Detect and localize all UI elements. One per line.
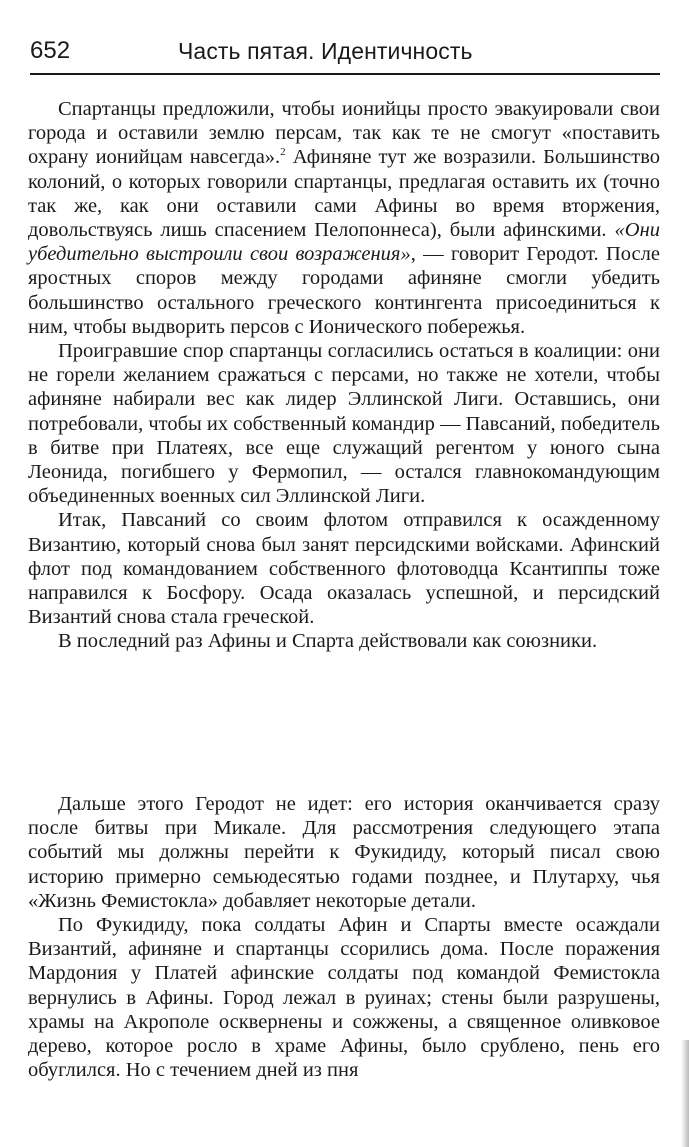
- header-rule: [30, 73, 660, 75]
- paragraph: Итак, Павсаний со своим флотом отправился к осажденному Византию, который снова был занят персидскими войсками. Афинский флот под командованием собственного флотоводца Ксантиппы тоже направился к Босфору. Осада оказалась успешной, и персидский Византий снова стала греческой.: [28, 509, 660, 629]
- paragraph-text: Спартанцы предложили, чтобы ионийцы просто эвакуировали свои города и оставили землю персам, так как те не смогут «поставить охрану ионийцам навсегда».: [28, 98, 660, 169]
- text-block-upper: [28, 97, 660, 654]
- paragraph: Дальше этого Геродот не идет: его история оканчивается сразу после битвы при Микале. Для рассмотрения следующего этапа событий мы должны перейти к Фукидиду, который писал свою историю примерно семьюдесятью годами позднее, и Плутарху, чья «Жизнь Фемистокла» добавляет некоторые детали.: [28, 793, 660, 912]
- paragraph: В последний раз Афины и Спарта действовали как союзники.: [58, 630, 598, 653]
- chapter-title: Часть пятая. Идентичность: [178, 38, 473, 64]
- paragraph: [28, 97, 660, 339]
- footnote-marker[interactable]: 2: [280, 146, 286, 159]
- italic-quote: «Они убедительно выстроили свои возражения»: [28, 219, 660, 266]
- paragraph: По Фукидиду, пока солдаты Афин и Спарты вместе осаждали Византий, афиняне и спартанцы ссорились дома. После поражения Мардония у Платей афинские солдаты под командой Фемистокла вернулись в Афины. Город лежал в руинах; стены были разрушены, храмы на Акрополе осквернены и сожжены, а священное оливковое дерево, которое росло в храме Афины, было срублено, пень его обуглился. Но с течением дней из пня: [28, 914, 660, 1082]
- paragraph: Проигравшие спор спартанцы согласились остаться в коалиции: они не горели желанием сражаться с персами, но также не хотели, чтобы афиняне набирали вес как лидер Эллинской Лиги. Оставшись, они потребовали, чтобы их собственный командир — Павсаний, победитель в битве при Платеях, все еще служащий регентом у юного сына Леонида, погибшего у Фермопил, — остался главнокомандующим объединенных военных сил Эллинской Лиги.: [28, 340, 660, 508]
- running-head: [30, 36, 660, 66]
- page-number: 652: [30, 37, 71, 64]
- paragraph-text: Афиняне тут же возразили. Большинство колоний, о которых говорили спартанцы, предлагая оставить их (точно так же, как они оставили сами Афины во время вторжения, довольствуясь лишь спасением Пелопоннеса), были афинскими.: [28, 146, 660, 242]
- text-block-lower: [28, 792, 660, 1082]
- page-edge-shadow: [681, 1040, 689, 1147]
- paragraph-text: , — говорит Геродот. После яростных споров между городами афиняне смогли убедить большинство остального греческого контингента присоединиться к ним, чтобы выдворить персов с Ионического побережья.: [28, 243, 660, 338]
